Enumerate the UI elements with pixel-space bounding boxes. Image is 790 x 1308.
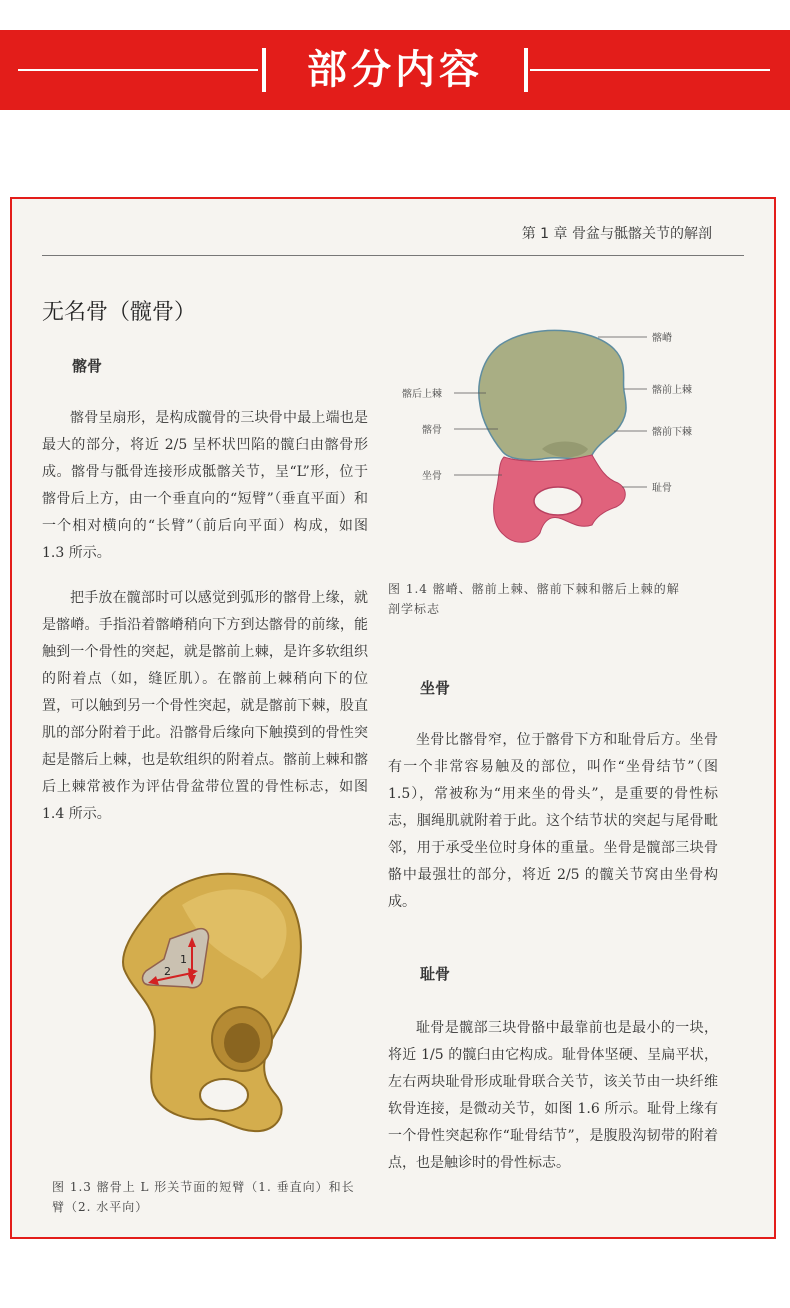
section-title: 无名骨（髋骨） <box>42 300 197 325</box>
paragraph-pubis: 耻骨是髋部三块骨骼中最靠前也是最小的一块，将近 1/5 的髋臼由它构成。耻骨体坚硬、呈扁平状，左右两块耻骨形成耻骨联合关节，该关节由一块纤维软骨连接，是微动关节，如图 1.6 所示。耻骨上缘有一个骨性突起称作“耻骨结节”，是腹股沟韧带的附着点，也是触诊时的骨性标志。 <box>388 1020 718 1171</box>
obturator-foramen-2 <box>534 487 582 515</box>
banner-right-bar <box>524 48 528 92</box>
arrow-label-1: 1 <box>180 953 187 966</box>
obturator-foramen <box>200 1079 248 1111</box>
paragraph-ilium-2: 把手放在髋部时可以感觉到弧形的髂骨上缘，就是髂嵴。手指沿着髂嵴稍向下方到达髂骨的前缘，能触到一个骨性的突起，就是髂前上棘，是许多软组织的附着点（如，缝匠肌）。在髂前上棘稍向下的位置，可以触到另一个骨性突起，就是髂前下棘，股直肌的部分附着于此。沿髂骨后缘向下触摸到的骨性突起是髂后上棘，也是软组织的附着点。髂前上棘和髂后上棘常被作为评估骨盆带位置的骨性标志，如图 1.4 所示。 <box>42 590 368 822</box>
ilium-region <box>479 330 626 459</box>
figure-1-4-landmarks <box>392 323 722 563</box>
label-pubis: 耻骨 <box>652 483 672 494</box>
label-ilium: 髂骨 <box>422 425 442 436</box>
running-head: 第 1 章 骨盆与骶髂关节的解剖 <box>521 226 712 242</box>
book-page <box>10 197 776 1239</box>
banner-right-line <box>530 69 770 71</box>
paragraph-ilium-1: 髂骨呈扇形，是构成髋骨的三块骨中最上端也是最大的部分，将近 2/5 呈杯状凹陷的髋臼由髂骨形成。髂骨与骶骨连接形成骶髂关节，呈“L”形，位于髂骨后上方，由一个垂直向的“短臂”（垂直平面）和一个相对横向的“长臂”（前后向平面）构成，如图 1.3 所示。 <box>42 410 368 561</box>
heading-ilium: 髂骨 <box>72 357 103 375</box>
header-rule <box>42 255 744 256</box>
figure-1-4-caption-line-1: 图 1.4 髂嵴、髂前上棘、髂前下棘和髂后上棘的解 <box>388 582 680 596</box>
label-aiis: 髂前下棘 <box>652 427 692 438</box>
arrow-label-2: 2 <box>164 965 171 978</box>
label-ischium: 坐骨 <box>422 471 442 482</box>
heading-pubis: 耻骨 <box>420 965 451 983</box>
banner-title: 部分内容 <box>307 47 483 93</box>
banner-left-bar <box>262 48 266 92</box>
figure-1-4-caption-line-2: 剖学标志 <box>388 602 441 616</box>
figure-1-3-hip-bone <box>112 869 332 1149</box>
label-crest: 髂嵴 <box>652 333 672 344</box>
figure-1-3-caption-line-2: 臂（2. 水平向） <box>52 1200 149 1214</box>
figure-1-3-caption-line-1: 图 1.3 髂骨上 L 形关节面的短臂（1. 垂直向）和长 <box>52 1180 355 1194</box>
paragraph-ischium: 坐骨比髂骨窄，位于髂骨下方和耻骨后方。坐骨有一个非常容易触及的部位，叫作“坐骨结节”（图 1.5），常被称为“用来坐的骨头”，是重要的骨性标志，腘绳肌就附着于此。这个结节状的突起与尾骨毗邻，用于承受坐位时身体的重量。坐骨是髋部三块骨骼中最强壮的部分，将近 2/5 的髋关节窝由坐骨构成。 <box>388 732 718 910</box>
label-asis: 髂前上棘 <box>652 385 692 396</box>
heading-ischium: 坐骨 <box>420 679 451 697</box>
label-psis: 髂后上棘 <box>402 389 442 400</box>
section-banner <box>0 30 790 110</box>
acetabulum-fossa <box>224 1023 260 1063</box>
banner-left-line <box>18 69 258 71</box>
